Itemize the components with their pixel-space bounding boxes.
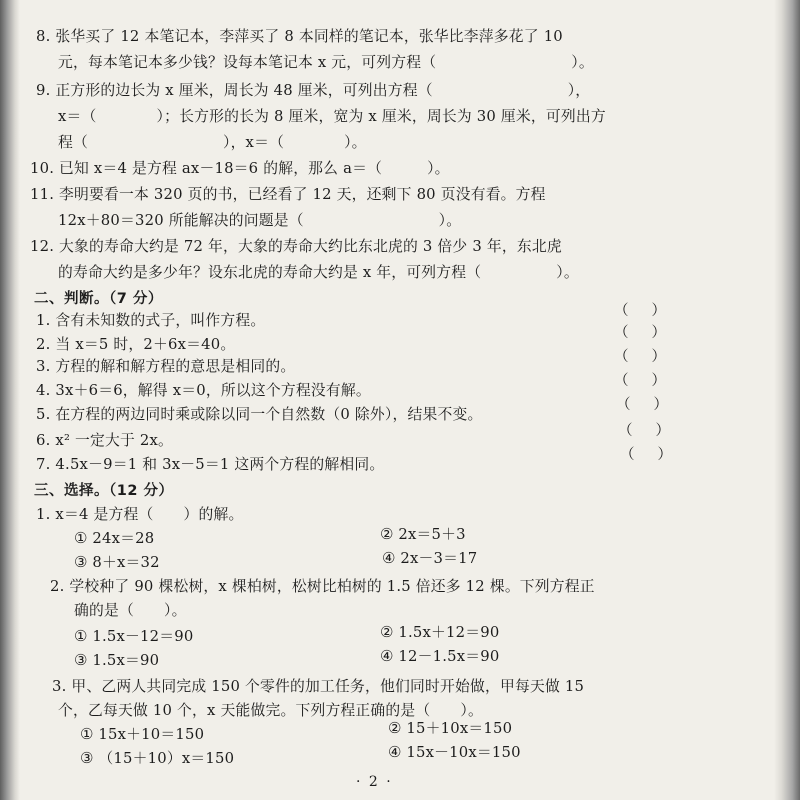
choice-q1-stem: 1. x＝4 是方程（ ）的解。 bbox=[36, 506, 244, 523]
choice-q2-option-2: ② 1.5x＋12＝90 bbox=[380, 624, 500, 641]
q11-line-1: 11. 李明要看一本 320 页的书，已经看了 12 天，还剩下 80 页没有看。方程 bbox=[30, 186, 546, 203]
choice-q1-option-2: ② 2x＝5＋3 bbox=[380, 526, 466, 543]
q9-line-2: x＝（ ）；长方形的长为 8 厘米，宽为 x 厘米，周长为 30 厘米，可列出方 bbox=[58, 108, 606, 125]
judge-answer-box-5: （ ） bbox=[616, 397, 668, 413]
q9-line-1: 9. 正方形的边长为 x 厘米，周长为 48 厘米，可列出方程（ ）， bbox=[36, 82, 591, 99]
choice-q1-option-4: ④ 2x－3＝17 bbox=[382, 550, 478, 567]
choice-q2-option-3: ③ 1.5x＝90 bbox=[74, 652, 160, 669]
judge-heading: 二、判断。（7 分） bbox=[34, 291, 163, 307]
choice-q2-option-1: ① 1.5x－12＝90 bbox=[74, 628, 194, 645]
judge-item-2: 2. 当 x＝5 时，2＋6x＝40。 bbox=[36, 336, 236, 353]
judge-answer-box-1: （ ） bbox=[614, 303, 666, 319]
choice-q3-option-1: ① 15x＋10＝150 bbox=[80, 726, 205, 743]
q10-line: 10. 已知 x＝4 是方程 ax－18＝6 的解，那么 a＝（ ）。 bbox=[30, 160, 450, 177]
choice-q2-option-4: ④ 12－1.5x＝90 bbox=[380, 648, 500, 665]
choice-q3-stem-2: 个，乙每天做 10 个，x 天能做完。下列方程正确的是（ ）。 bbox=[58, 702, 484, 719]
q8-line-2: 元，每本笔记本多少钱？设每本笔记本 x 元，可列方程（ ）。 bbox=[58, 54, 594, 71]
q11-line-2: 12x＋80＝320 所能解决的问题是（ ）。 bbox=[58, 212, 462, 229]
judge-answer-box-4: （ ） bbox=[614, 373, 666, 389]
choice-q2-stem-2: 确的是（ ）。 bbox=[74, 602, 187, 619]
q8-line-1: 8. 张华买了 12 本笔记本，李萍买了 8 本同样的笔记本，张华比李萍多花了 10 bbox=[36, 28, 563, 45]
choice-q3-option-3: ③ （15＋10）x＝150 bbox=[80, 750, 235, 767]
judge-item-1: 1. 含有未知数的式子，叫作方程。 bbox=[36, 312, 266, 329]
q9-line-3: 程（ ），x＝（ ）。 bbox=[58, 134, 367, 151]
judge-item-6: 6. x² 一定大于 2x。 bbox=[36, 432, 174, 449]
judge-answer-box-2: （ ） bbox=[614, 325, 666, 341]
judge-item-4: 4. 3x＋6＝6，解得 x＝0，所以这个方程没有解。 bbox=[36, 382, 371, 399]
choice-q3-stem-1: 3. 甲、乙两人共同完成 150 个零件的加工任务，他们同时开始做，甲每天做 15 bbox=[52, 678, 585, 695]
judge-item-7: 7. 4.5x－9＝1 和 3x－5＝1 这两个方程的解相同。 bbox=[36, 456, 385, 473]
judge-answer-box-7: （ ） bbox=[620, 447, 672, 463]
judge-answer-box-3: （ ） bbox=[614, 349, 666, 365]
choice-q1-option-3: ③ 8＋x＝32 bbox=[74, 554, 160, 571]
judge-item-3: 3. 方程的解和解方程的意思是相同的。 bbox=[36, 358, 296, 375]
choice-q3-option-2: ② 15＋10x＝150 bbox=[388, 720, 513, 737]
judge-answer-box-6: （ ） bbox=[618, 423, 670, 439]
choice-q2-stem-1: 2. 学校种了 90 棵松树，x 棵柏树，松树比柏树的 1.5 倍还多 12 棵。下列方程正 bbox=[50, 578, 595, 595]
choice-q1-option-1: ① 24x＝28 bbox=[74, 530, 155, 547]
choice-heading: 三、选择。（12 分） bbox=[34, 483, 174, 499]
choice-q3-option-4: ④ 15x－10x＝150 bbox=[388, 744, 521, 761]
judge-item-5: 5. 在方程的两边同时乘或除以同一个自然数（0 除外），结果不变。 bbox=[36, 406, 483, 423]
q12-line-1: 12. 大象的寿命大约是 72 年，大象的寿命大约比东北虎的 3 倍少 3 年，东北虎 bbox=[30, 238, 562, 255]
q12-line-2: 的寿命大约是多少年？设东北虎的寿命大约是 x 年，可列方程（ ）。 bbox=[58, 264, 579, 281]
page-number: · 2 · bbox=[356, 774, 393, 790]
